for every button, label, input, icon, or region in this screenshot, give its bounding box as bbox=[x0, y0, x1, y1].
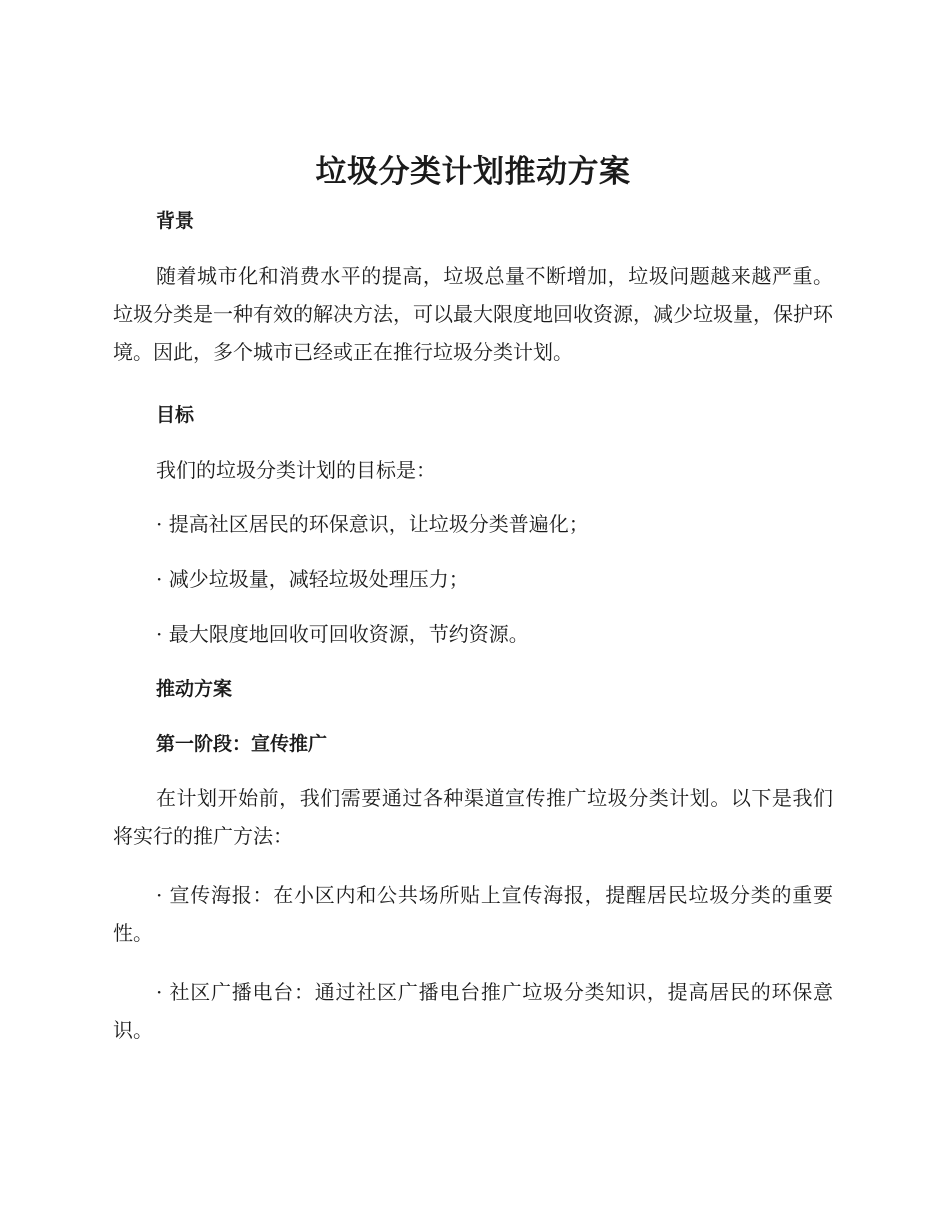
goal-item-1: · 提高社区居民的环保意识，让垃圾分类普遍化； bbox=[156, 512, 589, 536]
goal-intro: 我们的垃圾分类计划的目标是： bbox=[156, 458, 436, 482]
goal-item-2: · 减少垃圾量，减轻垃圾处理压力； bbox=[156, 567, 469, 591]
goal-item-3: · 最大限度地回收可回收资源，节约资源。 bbox=[156, 622, 529, 646]
phase1-item-posters: · 宣传海报：在小区内和公共场所贴上宣传海报，提醒居民垃圾分类的重要性。 bbox=[113, 883, 833, 945]
plan-heading: 推动方案 bbox=[156, 678, 233, 700]
document-title: 垃圾分类计划推动方案 bbox=[315, 154, 631, 190]
background-paragraph: 随着城市化和消费水平的提高，垃圾总量不断增加，垃圾问题越来越严重。垃圾分类是一种有效的解决方法，可以最大限度地回收资源，减少垃圾量，保护环境。因此，多个城市已经或正在推行垃圾分类计划。 bbox=[113, 264, 833, 364]
phase1-intro-paragraph: 在计划开始前，我们需要通过各种渠道宣传推广垃圾分类计划。以下是我们将实行的推广方法： bbox=[113, 786, 833, 848]
background-heading: 背景 bbox=[156, 210, 195, 232]
goal-heading: 目标 bbox=[156, 404, 195, 426]
phase1-item-radio: · 社区广播电台：通过社区广播电台推广垃圾分类知识，提高居民的环保意识。 bbox=[113, 980, 833, 1042]
phase1-heading: 第一阶段：宣传推广 bbox=[156, 733, 328, 755]
document-page bbox=[113, 0, 833, 1230]
